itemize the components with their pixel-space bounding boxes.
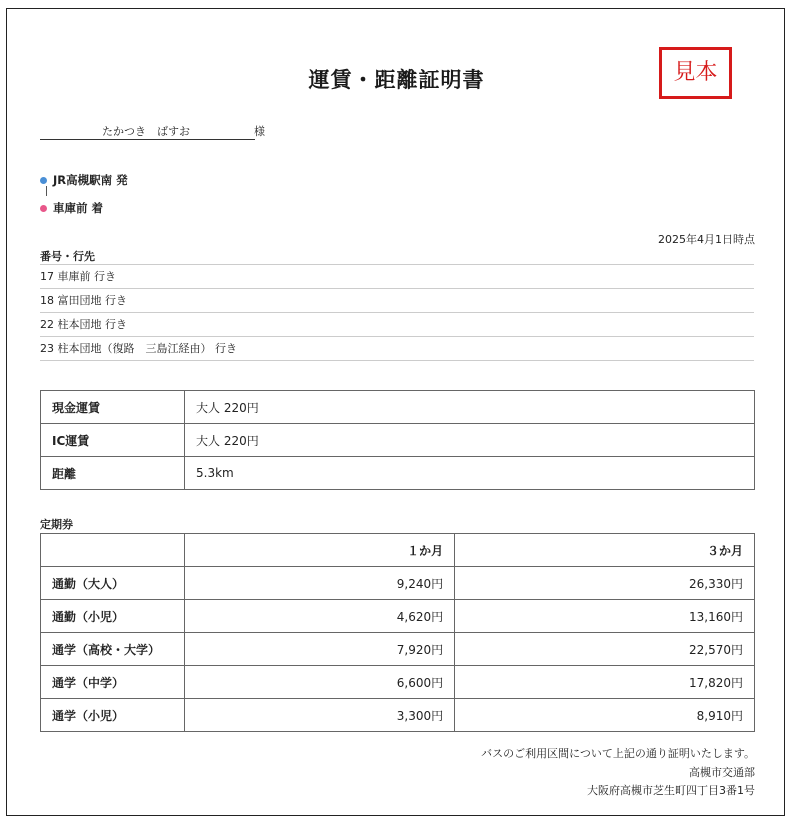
table-row (41, 391, 755, 424)
row-label: 通学（小児） (41, 699, 185, 732)
row-label: 通学（中学） (41, 666, 185, 699)
issuer-name: 高槻市交通部 (689, 766, 755, 779)
table-row (41, 633, 755, 666)
commuter-heading: 定期券 (40, 518, 73, 531)
fare-value: 大人 220円 (185, 391, 755, 424)
route-connector (46, 186, 47, 196)
table-row (41, 457, 755, 490)
route-item: 18 富田団地 行き (40, 289, 754, 313)
price-1-month: 6,600円 (185, 666, 455, 699)
recipient-name: たかつき ばすお (102, 125, 190, 138)
to-stop (40, 200, 103, 216)
table-header-row (41, 534, 755, 567)
table-row (41, 567, 755, 600)
row-label: 通勤（小児） (41, 600, 185, 633)
price-1-month: 9,240円 (185, 567, 455, 600)
price-3-month: 22,570円 (455, 633, 755, 666)
from-stop-label: JR高槻駅南 発 (53, 173, 128, 187)
from-dot-icon (40, 177, 47, 184)
route-item: 23 柱本団地（復路 三島江経由） 行き (40, 337, 754, 361)
issuer-address: 大阪府高槻市芝生町四丁目3番1号 (587, 784, 755, 797)
from-stop (40, 172, 128, 188)
to-dot-icon (40, 205, 47, 212)
table-row (41, 600, 755, 633)
document-title: 運賃・距離証明書 (308, 68, 485, 92)
row-label: 通勤（大人） (41, 567, 185, 600)
price-3-month: 26,330円 (455, 567, 755, 600)
fare-label: 距離 (41, 457, 185, 490)
price-3-month: 8,910円 (455, 699, 755, 732)
column-header (41, 534, 185, 567)
fare-table (40, 390, 755, 490)
price-1-month: 7,920円 (185, 633, 455, 666)
recipient-honorific: 様 (254, 125, 265, 138)
fare-value: 大人 220円 (185, 424, 755, 457)
price-1-month: 4,620円 (185, 600, 455, 633)
certify-text: バスのご利用区間について上記の通り証明いたします。 (481, 747, 755, 760)
table-row (41, 666, 755, 699)
to-stop-label: 車庫前 着 (53, 201, 104, 215)
as-of-date: 2025年4月1日時点 (658, 233, 755, 246)
table-row (41, 699, 755, 732)
route-item: 22 柱本団地 行き (40, 313, 754, 337)
row-label: 通学（高校・大学） (41, 633, 185, 666)
route-item: 17 車庫前 行き (40, 265, 754, 289)
price-3-month: 13,160円 (455, 600, 755, 633)
recipient-line (40, 121, 265, 140)
commuter-table (40, 533, 755, 732)
fare-value: 5.3km (185, 457, 755, 490)
table-row (41, 424, 755, 457)
fare-label: 現金運賃 (41, 391, 185, 424)
column-header: ３か月 (455, 534, 755, 567)
sample-stamp: 見本 (659, 47, 732, 99)
column-header: １か月 (185, 534, 455, 567)
price-3-month: 17,820円 (455, 666, 755, 699)
routes-heading: 番号・行先 (40, 250, 95, 263)
fare-label: IC運賃 (41, 424, 185, 457)
price-1-month: 3,300円 (185, 699, 455, 732)
routes-list (40, 264, 754, 361)
